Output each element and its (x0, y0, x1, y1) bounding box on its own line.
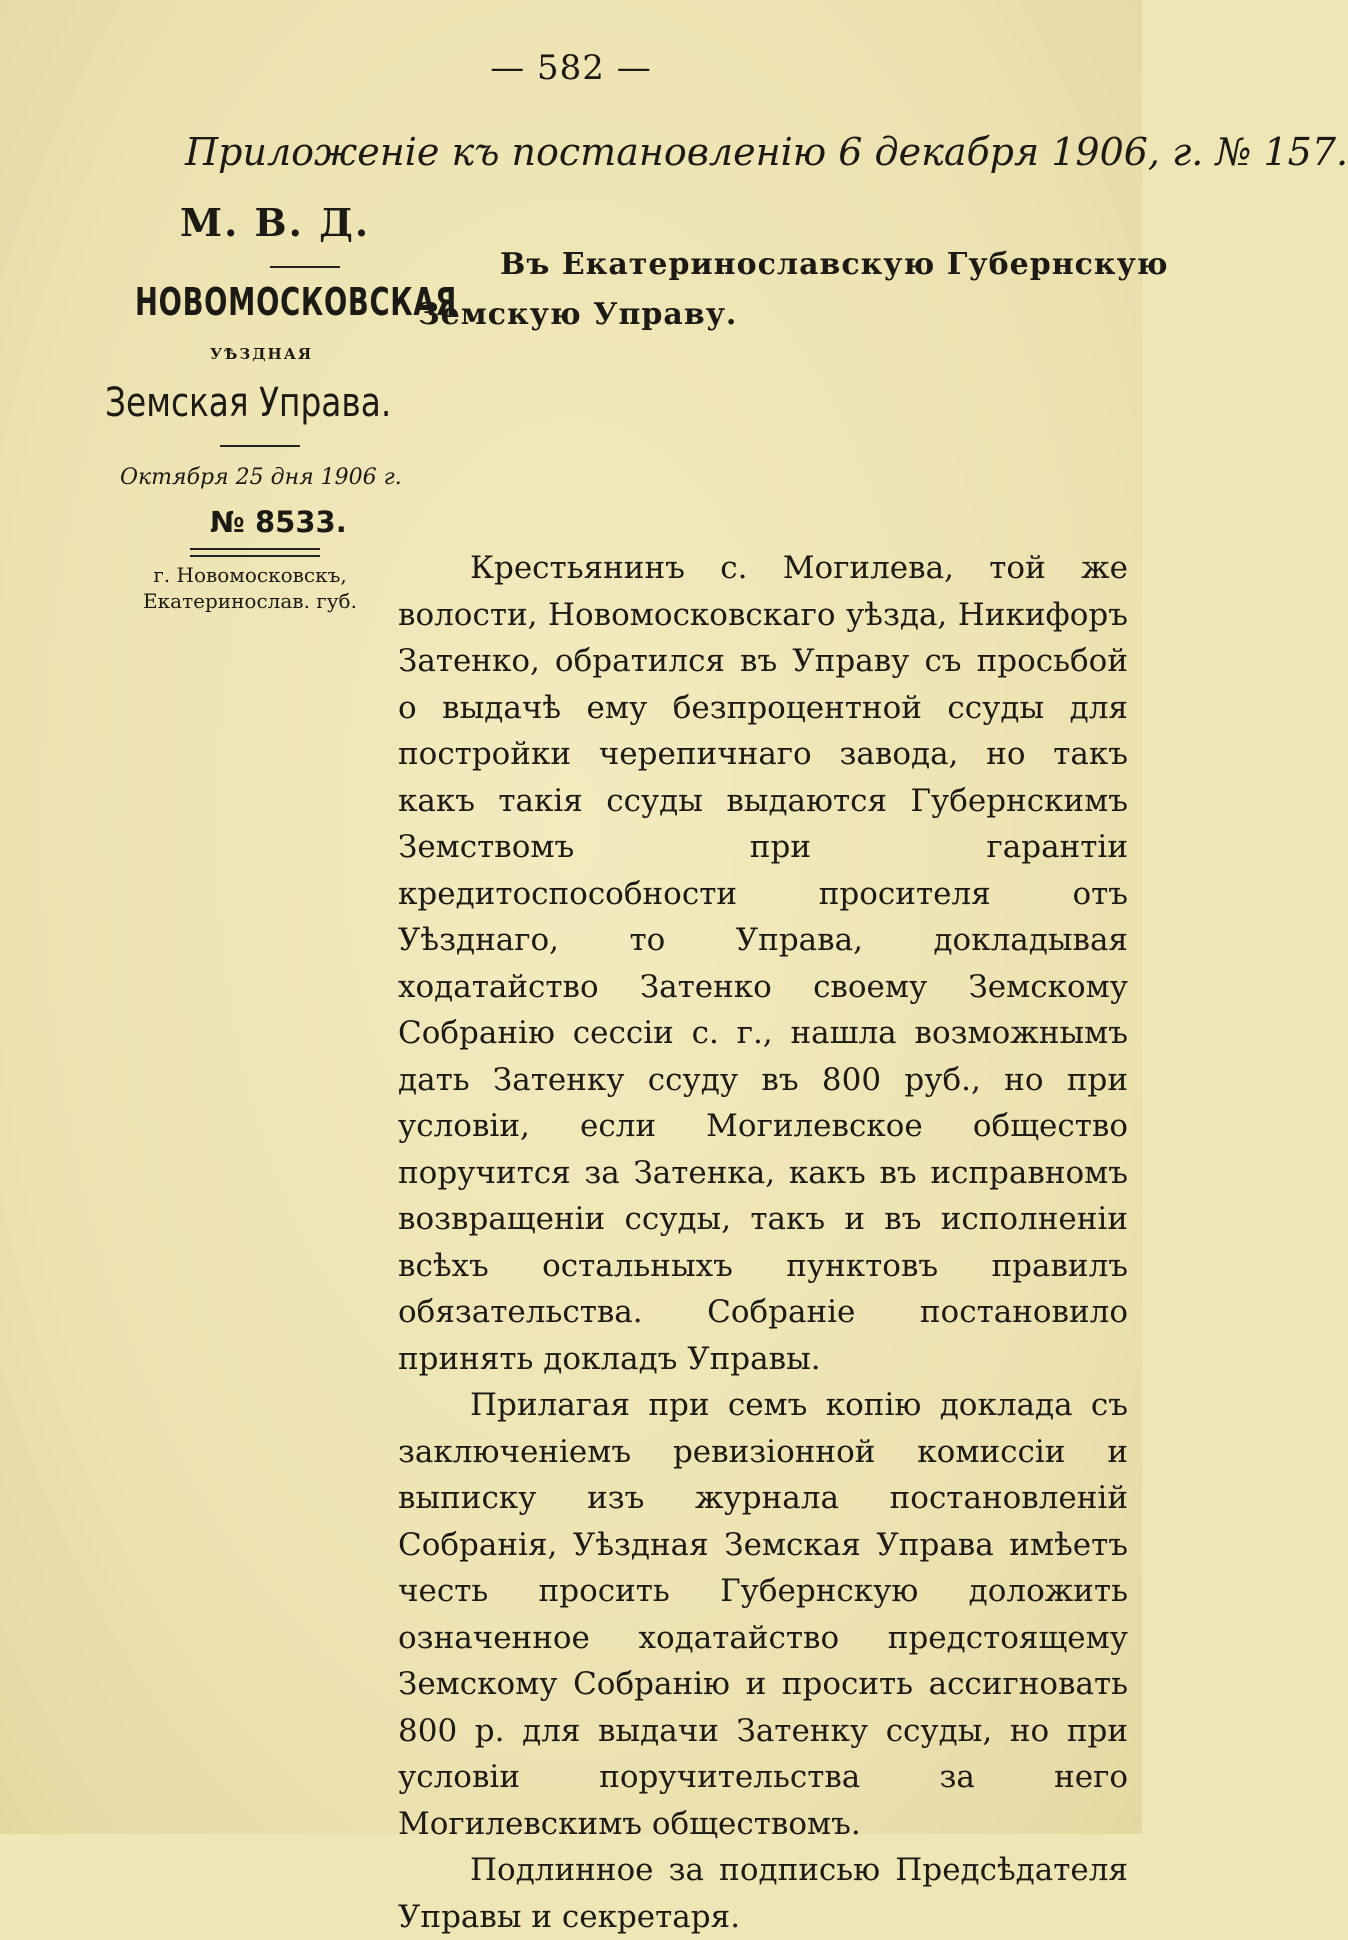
ministry-abbrev: М. В. Д. (180, 200, 371, 245)
double-divider (190, 548, 320, 557)
uezdnaya-label: УѢЗДНАЯ (210, 345, 314, 363)
recipient-address (418, 240, 1169, 340)
divider (270, 266, 340, 268)
letter-body (398, 545, 1128, 1940)
appendix-title: Приложеніе къ постановленію 6 декабря 1906, г. № 157. (185, 130, 1348, 174)
divider (220, 445, 300, 447)
recipient-line1: Въ Екатеринославскую Губернскую (500, 247, 1169, 282)
letter-number: № 8533. (210, 505, 347, 539)
recipient-line2: Земскую Управу. (418, 297, 738, 332)
institution-name: Земская Управа. (105, 380, 392, 426)
body-paragraph-2: Прилагая при семъ копію доклада съ заключеніемъ ревизіонной комиссіи и выписку изъ журнала постановленій Собранія, Уѣздная Земская Управа имѣетъ честь просить Губернскую доложить означенное ходатайство предстоящему Земскому Собранію и просить ассигновать 800 р. для выдачи Затенку ссуды, но при условіи поручительства за него Могилевскимъ обществомъ. (398, 1387, 1128, 1842)
body-paragraph-1: Крестьянинъ с. Могилева, той же волости, Новомосковскаго уѣзда, Никифоръ Затенко, обратился въ Управу съ просьбой о выдачѣ ему безпроцентной ссуды для постройки черепичнаго завода, но такъ какъ такія ссуды выдаются Губернскимъ Земствомъ при гарантіи кредитоспособности просителя отъ Уѣзднаго, то Управа, докладывая ходатайство Затенко своему Земскому Собранію сессіи с. г., нашла возможнымъ дать Затенку ссуду въ 800 руб., но при условіи, если Могилевское общество поручится за Затенка, какъ въ исправномъ возвращеніи ссуды, такъ и въ исполненіи всѣхъ остальныхъ пунктовъ правилъ обязательства. Собраніе постановило принять докладъ Управы. (398, 550, 1128, 1377)
letter-date: Октября 25 дня 1906 г. (120, 465, 402, 490)
place-of-origin (105, 562, 395, 614)
place-province: Екатеринослав. губ. (143, 589, 357, 613)
district-name: НОВОМОСКОВСКАЯ (135, 280, 458, 324)
page-number: — 582 — (490, 48, 652, 88)
body-paragraph-3: Подлинное за подписью Предсѣдателя Управы и секретаря. (398, 1852, 1128, 1935)
place-city: г. Новомосковскъ, (153, 563, 347, 587)
